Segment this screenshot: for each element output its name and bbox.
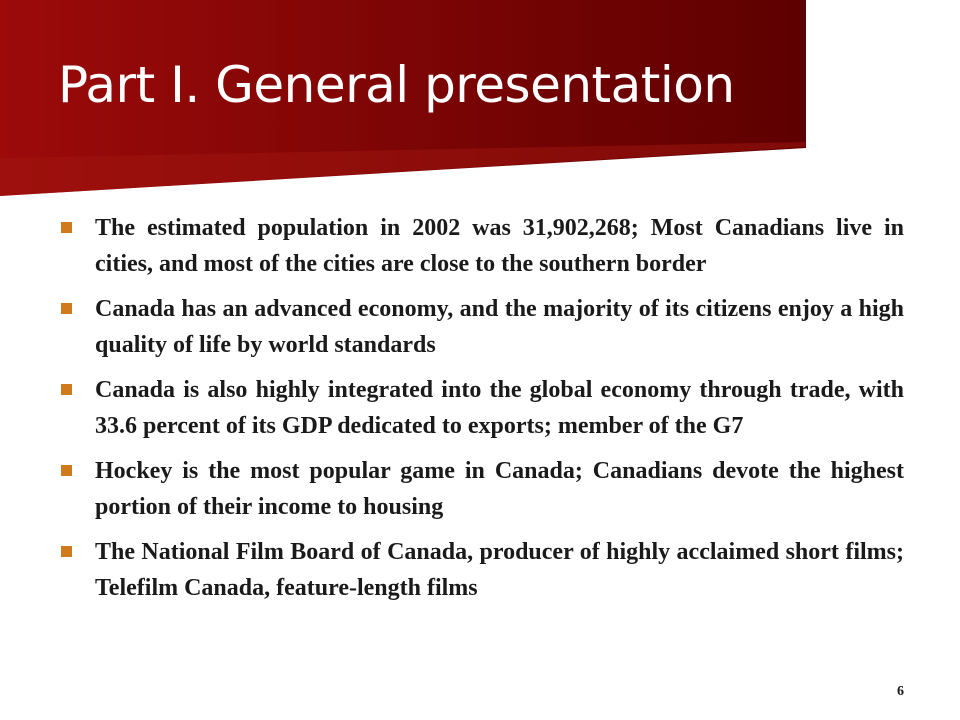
page-number: 6 bbox=[897, 684, 904, 699]
slide-title: Part I. General presentation bbox=[58, 56, 735, 114]
bullet-item-economy bbox=[58, 291, 904, 363]
bullet-text: Canada has an advanced economy, and the majority of its citizens enjoy a high quality of life by world standards bbox=[95, 296, 904, 358]
bullet-text: The estimated population in 2002 was 31,902,268; Most Canadians live in cities, and most of the cities are close to the southern border bbox=[95, 215, 904, 277]
bullet-text: Canada is also highly integrated into the global economy through trade, with 33.6 percent of its GDP dedicated to exports; member of the G7 bbox=[95, 377, 904, 439]
square-bullet-icon bbox=[61, 303, 72, 314]
bullet-item-trade bbox=[58, 372, 904, 444]
bullet-list bbox=[58, 210, 904, 615]
bullet-text: The National Film Board of Canada, producer of highly acclaimed short films; Telefilm Canada, feature-length films bbox=[95, 539, 904, 601]
square-bullet-icon bbox=[61, 546, 72, 557]
bullet-item-population bbox=[58, 210, 904, 282]
bullet-item-film bbox=[58, 534, 904, 606]
square-bullet-icon bbox=[61, 222, 72, 233]
bullet-text: Hockey is the most popular game in Canada; Canadians devote the highest portion of their income to housing bbox=[95, 458, 904, 520]
square-bullet-icon bbox=[61, 465, 72, 476]
square-bullet-icon bbox=[61, 384, 72, 395]
bullet-item-hockey bbox=[58, 453, 904, 525]
